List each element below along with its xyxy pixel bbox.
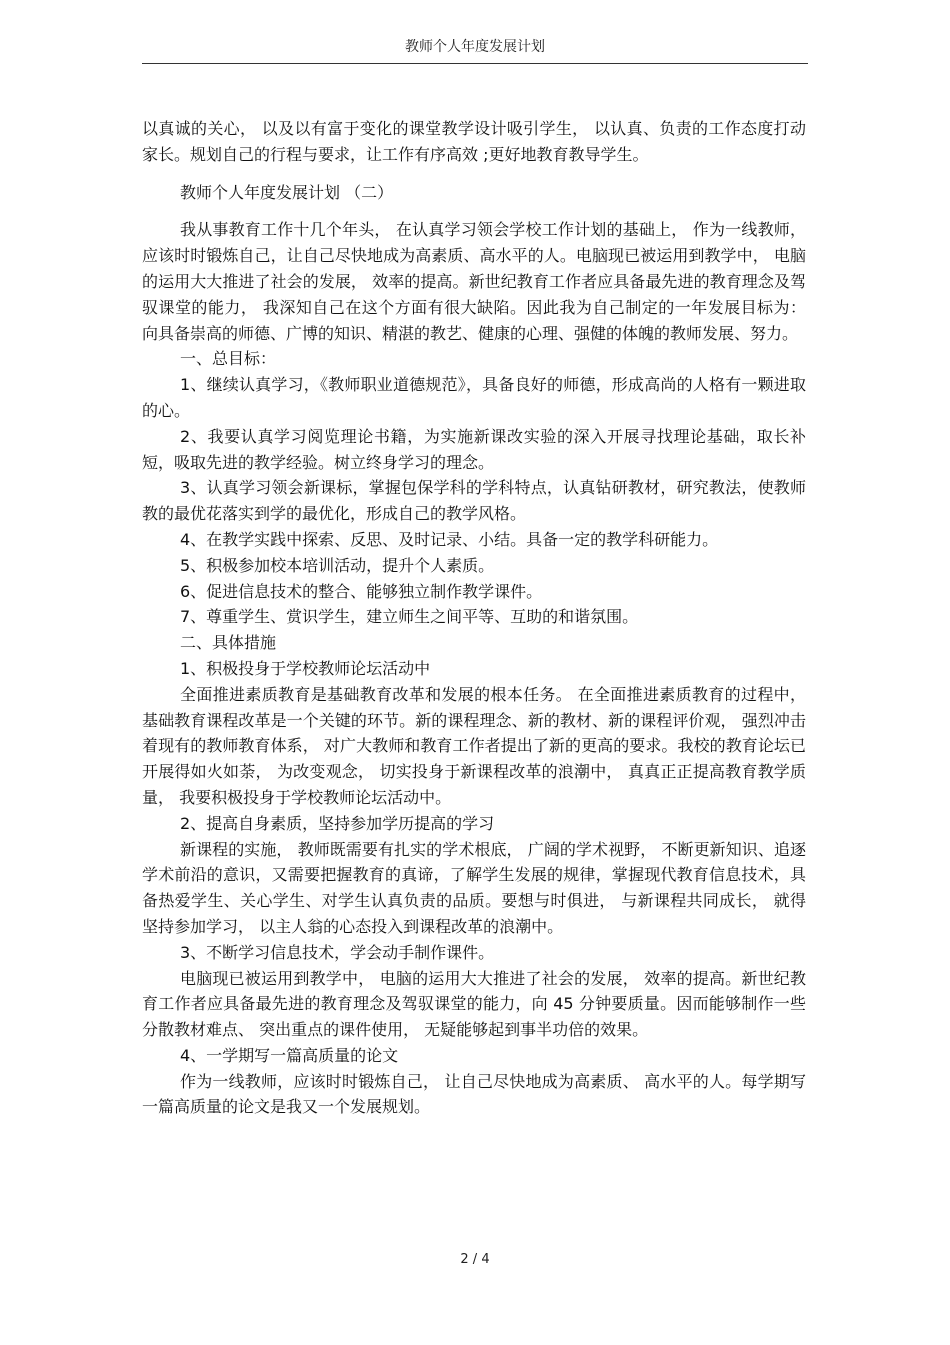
section-title: 教师个人年度发展计划 （二） — [180, 182, 394, 202]
list-item: 1、继续认真学习，《教师职业道德规范》，具备良好的师德，形成高尚的人格有一颗进取的心。 — [142, 375, 806, 420]
list-item: 2、我要认真学习阅览理论书籍，为实施新课改实验的深入开展寻找理论基础，取长补短，吸取先进的教学经验。树立终身学习的理念。 — [142, 426, 806, 472]
paragraph: 全面推进素质教育是基础教育改革和发展的根本任务。 在全面推进素质教育的过程中，基础教育课程改革是一个关键的环节。新的课程理念、新的教材、新的课程评价观， 强烈冲击着现有的教师教育体系， 对广大教师和教育工作者提出了新的更高的要求。我校的教育论坛已开展得如火如荼， 为改变观念， 切实投身于新课程改革的浪潮中， 真真正正提高教育教学质量， 我要积极投身于学校教师论坛活动中。 — [142, 684, 806, 807]
page-number: 2 / 4 — [460, 1252, 490, 1267]
subheading: 4、一学期写一篇高质量的论文 — [180, 1045, 399, 1065]
paragraph: 电脑现已被运用到教学中， 电脑的运用大大推进了社会的发展， 效率的提高。新世纪教育工作者应具备最先进的教育理念及驾驭课堂的能力，向 45 分钟要质量。因而能够制作一些分散教材难点、 突出重点的课件使用， 无疑能够起到事半功倍的效果。 — [142, 968, 806, 1040]
subheading: 1、积极投身于学校教师论坛活动中 — [180, 658, 431, 678]
paragraph: 新课程的实施， 教师既需要有扎实的学术根底， 广阔的学术视野， 不断更新知识、追逐学术前沿的意识，又需要把握教育的真谛，了解学生发展的规律，掌握现代教育信息技术，具备热爱学生、关心学生、对学生认真负责的品质。要想与时俱进， 与新课程共同成长， 就得坚持参加学习， 以主人翁的心态投入到课程改革的浪潮中。 — [142, 839, 806, 936]
header-divider — [142, 63, 808, 64]
heading-measures: 二、具体措施 — [180, 633, 277, 653]
page-header-title: 教师个人年度发展计划 — [405, 39, 545, 55]
paragraph-intro: 以真诚的关心， 以及以有富于变化的课堂教学设计吸引学生， 以认真、负责的工作态度打动家长。规划自己的行程与要求，让工作有序高效 ;更好地教育教导学生。 — [142, 119, 806, 164]
subheading: 2、提高自身素质，坚持参加学历提高的学习 — [180, 813, 495, 833]
subheading: 3、不断学习信息技术，学会动手制作课件。 — [180, 942, 495, 962]
list-item: 6、促进信息技术的整合、能够独立制作教学课件。 — [180, 581, 543, 601]
heading-goals: 一、总目标： — [180, 349, 277, 369]
list-item: 3、认真学习领会新课标，掌握包保学科的学科特点，认真钻研教材，研究教法，使教师教的最优花落实到学的最优化，形成自己的教学风格。 — [142, 478, 806, 524]
document-body — [142, 116, 806, 1120]
list-item: 7、尊重学生、赏识学生，建立师生之间平等、互助的和谐氛围。 — [180, 607, 639, 627]
paragraph: 作为一线教师，应该时时锻炼自己， 让自己尽快地成为高素质、 高水平的人。每学期写一篇高质量的论文是我又一个发展规划。 — [142, 1071, 806, 1117]
paragraph: 我从事教育工作十几个年头， 在认真学习领会学校工作计划的基础上， 作为一线教师，应该时时锻炼自己，让自己尽快地成为高素质、高水平的人。电脑现已被运用到教学中， 电脑的运用大大推进了社会的发展， 效率的提高。新世纪教育工作者应具备最先进的教育理念及驾驭课堂的能力， 我深知自己在这个方面有很大缺陷。因此我为自己制定的一年发展目标为： 向具备崇高的师德、广博的知识、精湛的教艺、健康的心理、强健的体魄的教师发展、努力。 — [142, 220, 806, 343]
list-item: 4、在教学实践中探索、反思、及时记录、小结。具备一定的教学科研能力。 — [180, 529, 719, 549]
list-item: 5、积极参加校本培训活动，提升个人素质。 — [180, 555, 495, 575]
